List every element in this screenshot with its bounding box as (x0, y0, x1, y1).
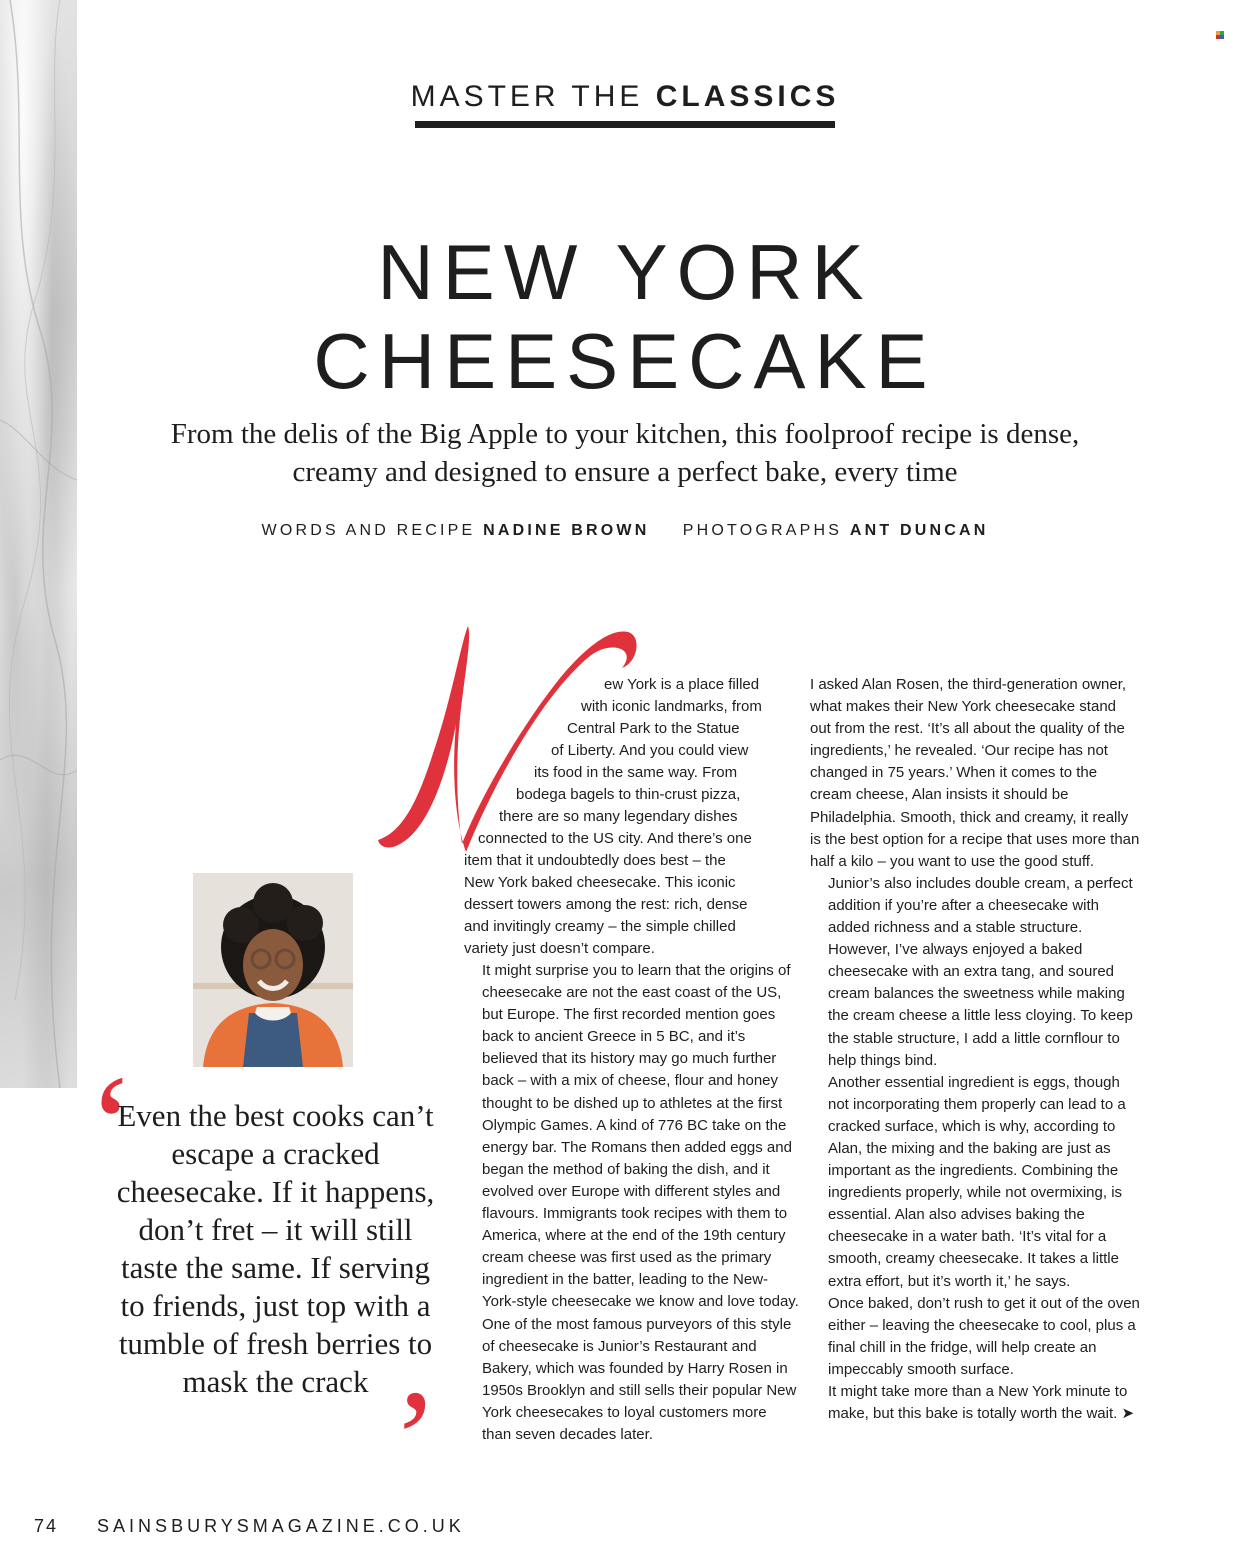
headline-line-1: NEW YORK (377, 228, 873, 316)
intro-line: there are so many legendary dishes (499, 808, 738, 825)
section-kicker (0, 80, 1250, 114)
byline (0, 522, 1250, 540)
colour-registration-icon (1216, 31, 1224, 39)
kicker-underline (415, 121, 835, 128)
intro-line: Central Park to the Statue (567, 720, 740, 737)
byline-author: NADINE BROWN (483, 522, 650, 539)
closing-text: It might take more than a New York minute to make, but this bake is totally worth the wait. (828, 1383, 1128, 1423)
intro-line: New York baked cheesecake. This iconic (464, 874, 736, 891)
intro-line: bodega bagels to thin-crust pizza, (516, 786, 741, 803)
arrow-end-icon: ➤ (1121, 1405, 1135, 1423)
kicker-regular: MASTER THE (410, 80, 644, 113)
intro-line: its food in the same way. From (534, 764, 738, 781)
intro-line: of Liberty. And you could view (551, 742, 749, 759)
pull-quote: Even the best cooks can’t escape a cracked cheesecake. If it happens, don’t fret – it will still taste the same. If serving to friends, just top with a tumble of fresh berries to mask the crack (116, 1098, 435, 1399)
intro-line: with iconic landmarks, from (581, 698, 762, 715)
page-footer (34, 1516, 465, 1537)
body-paragraph: Another essential ingredient is eggs, though not incorporating them properly can lead to a cracked surface, which is why, according to Alan, the mixing and the baking are just as important as the ingredients. Combining the ingredients properly, while not overmixing, is essential. Alan also advises baking the cheesecake in a water bath. ‘It’s vital for a smooth, creamy cheesecake. It takes a little extra effort, but it’s worth it,’ he says. (828, 1073, 1126, 1290)
marble-background (0, 0, 77, 1088)
intro-line: ew York is a place filled (604, 676, 760, 693)
body-paragraph: One of the most famous purveyors of this style of cheesecake is Junior’s Restaurant and Bakery, which was founded by Harry Rosen in 1950s Brooklyn and still sells their popular New York cheesecakes to loyal customers more than seven decades later. (482, 1315, 797, 1443)
body-paragraph: I asked Alan Rosen, the third-generation owner, what makes their New York cheesecake stand out from the rest. ‘It’s all about the quality of the ingredients,’ he revealed. ‘Our recipe has not changed in 75 years.’ When it comes to the cream cheese, Alan insists it should be Philadelphia. Smooth, thick and creamy, it really is the best option for a recipe that uses more than half a kilo – you want to use the good stuff. (810, 676, 1140, 870)
author-portrait-illustration (193, 873, 353, 1067)
byline-photographer: ANT DUNCAN (849, 522, 989, 539)
intro-line: dessert towers among the rest: rich, dense (464, 896, 748, 913)
standfirst-line-2: creamy and designed to ensure a perfect bake, every time (292, 456, 958, 488)
standfirst (100, 415, 1150, 491)
red-quote-mark-icon: ‘ (88, 1047, 135, 1202)
body-paragraph (810, 1381, 1140, 1425)
right-column (810, 674, 1140, 1425)
website-url: SAINSBURYSMAGAZINE.CO.UK (97, 1516, 465, 1536)
kicker-bold: CLASSICS (655, 80, 840, 113)
body-paragraph: It might surprise you to learn that the origins of cheesecake are not the east coast of the US, but Europe. The first recorded mention goes back to ancient Greece in 5 BC, and it’s believed that its history may go much further back – with a mix of cheese, flour and honey thought to be dished up to athletes at the first Olympic Games. A kind of 776 BC take on the energy bar. The Romans then added eggs and began the method of baking the dish, and it evolved over Europe with different styles and flavours. Immigrants took recipes with them to America, where at the end of the 19th century cream cheese was first used as the primary ingredient in the batter, leading to the New-York-style cheesecake we know and love today. (482, 962, 799, 1311)
intro-line: variety just doesn’t compare. (464, 940, 655, 957)
byline-words-label: WORDS AND RECIPE (261, 522, 476, 539)
page-number: 74 (34, 1516, 59, 1536)
intro-line: and invitingly creamy – the simple chilled (464, 918, 736, 935)
headline-line-2: CHEESECAKE (313, 317, 937, 405)
standfirst-line-1: From the delis of the Big Apple to your kitchen, this foolproof recipe is dense, (170, 418, 1080, 450)
body-paragraph: Junior’s also includes double cream, a perfect addition if you’re after a cheesecake with added richness and a stable structure. However, I’ve always enjoyed a baked cheesecake with an extra tang, and soured cream balances the sweetness while making the cream cheese a little less cloying. To keep the stable structure, I add a little cornflour to help things bind. (828, 874, 1133, 1069)
red-quote-mark-icon: ’ (392, 1362, 439, 1517)
body-paragraph: Once baked, don’t rush to get it out of the oven either – leaving the cheesecake to cool, plus a final chill in the fridge, will help create an impeccably smooth surface. (828, 1294, 1140, 1378)
middle-column (464, 960, 799, 1446)
intro-line: item that it undoubtedly does best – the (464, 852, 726, 869)
author-photo (193, 873, 353, 1067)
intro-line: connected to the US city. And there’s one (478, 830, 752, 847)
byline-photos-label: PHOTOGRAPHS (682, 522, 843, 539)
marble-veins (0, 0, 77, 1088)
